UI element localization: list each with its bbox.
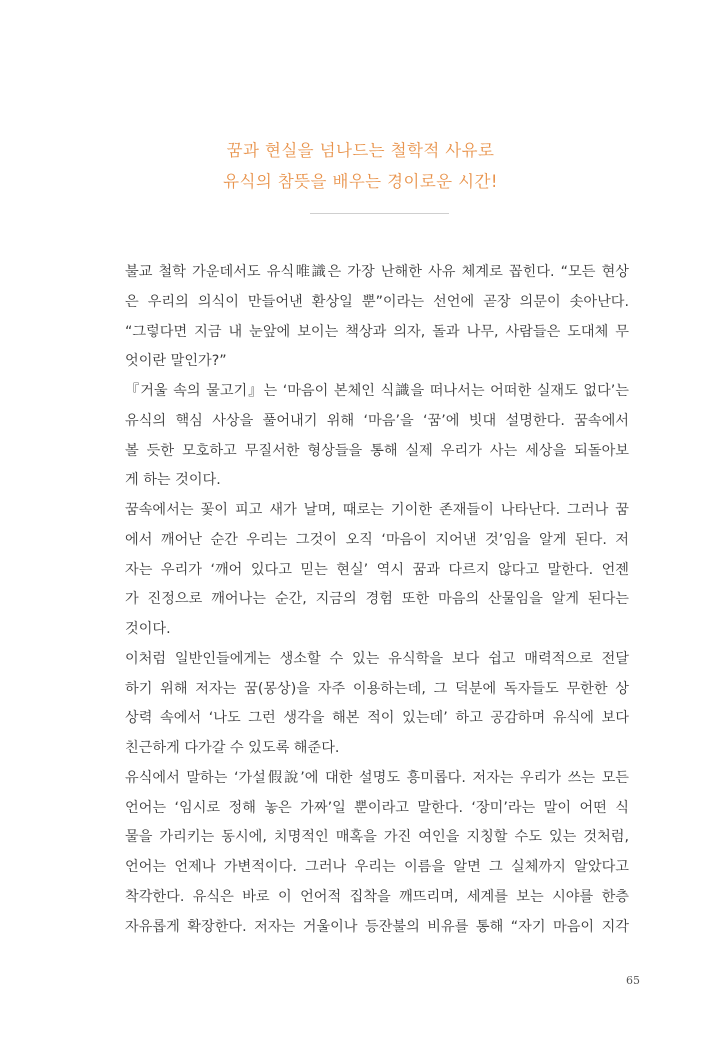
body-line: 자는 우리가 ‘깨어 있다고 믿는 현실’ 역시 꿈과 다르지 않다고 말한다. 언젠 <box>125 561 629 578</box>
body-line: 물을 가리키는 동시에, 치명적인 매혹을 가진 여인을 지칭할 수도 있는 것처럼, <box>125 829 629 846</box>
body-line: 꿈속에서는 꽃이 피고 새가 날며, 때로는 기이한 존재들이 나타난다. 그러나 꿈 <box>125 502 629 518</box>
body-line: 에서 깨어난 순간 우리는 그것이 오직 ‘마음이 지어낸 것’임을 알게 된다. 저 <box>125 531 629 548</box>
body-line: 가 진정으로 깨어나는 순간, 지금의 경험 또한 마음의 산물임을 알게 된다는 <box>125 591 629 608</box>
body-line: 상력 속에서 ‘나도 그런 생각을 해본 적이 있는데’ 하고 공감하며 유식에 보다 <box>125 710 629 727</box>
body-line: 자유롭게 확장한다. 저자는 거울이나 등잔불의 비유를 통해 “자기 마음이 지각 <box>125 918 629 935</box>
body-line: 이처럼 일반인들에게는 생소할 수 있는 유식학을 보다 쉽고 매력적으로 전달 <box>125 650 629 667</box>
body-line: 친근하게 다가갈 수 있도록 해준다. <box>125 740 340 756</box>
heading-line-2: 유식의 참뜻을 배우는 경이로운 시간! <box>223 172 498 191</box>
body-line: 언어는 언제나 가변적이다. 그러나 우리는 이름을 알면 그 실체까지 알았다고 <box>125 859 629 875</box>
body-line: 볼 듯한 모호하고 무질서한 형상들을 통해 실제 우리가 사는 세상을 되돌아보 <box>125 442 629 459</box>
body-line: 엇이란 말인가?” <box>125 353 227 370</box>
body-line: 착각한다. 유식은 바로 이 언어적 집착을 깨뜨리며, 세계를 보는 시야를 한층 <box>125 888 629 905</box>
body-line: 유식에서 말하는 ‘가설假說’에 대한 설명도 흥미롭다. 저자는 우리가 쓰는 모든 <box>125 769 629 786</box>
body-line: 불교 철학 가운데서도 유식唯識은 가장 난해한 사유 체계로 꼽힌다. “모든 현상 <box>125 264 629 280</box>
body-text <box>125 258 629 942</box>
body-line: 것이다. <box>125 621 171 637</box>
body-line: 유식의 핵심 사상을 풀어내기 위해 ‘마음’을 ‘꿈’에 빗대 설명한다. 꿈속에서 <box>125 412 629 429</box>
body-line: 은 우리의 의식이 만들어낸 환상일 뿐”이라는 선언에 곧장 의문이 솟아난다. <box>125 293 629 310</box>
heading-line-1: 꿈과 현실을 넘나드는 철학적 사유로 <box>226 141 495 160</box>
body-line: 언어는 ‘임시로 정해 놓은 가짜’일 뿐이라고 말한다. ‘장미’라는 말이 어떤 식 <box>125 799 629 816</box>
body-line: 『거울 속의 물고기』는 ‘마음이 본체인 식識을 떠나서는 어떠한 실재도 없다’는 <box>125 383 629 399</box>
body-line: “그렇다면 지금 내 눈앞에 보이는 책상과 의자, 돌과 나무, 사람들은 도대체 무 <box>125 323 629 340</box>
page-number: 65 <box>626 974 640 987</box>
body-line: 하기 위해 저자는 꿈(몽상)을 자주 이용하는데, 그 덕분에 독자들도 무한한 상 <box>125 680 629 697</box>
body-line: 게 하는 것이다. <box>125 472 221 489</box>
heading-divider <box>310 213 449 214</box>
